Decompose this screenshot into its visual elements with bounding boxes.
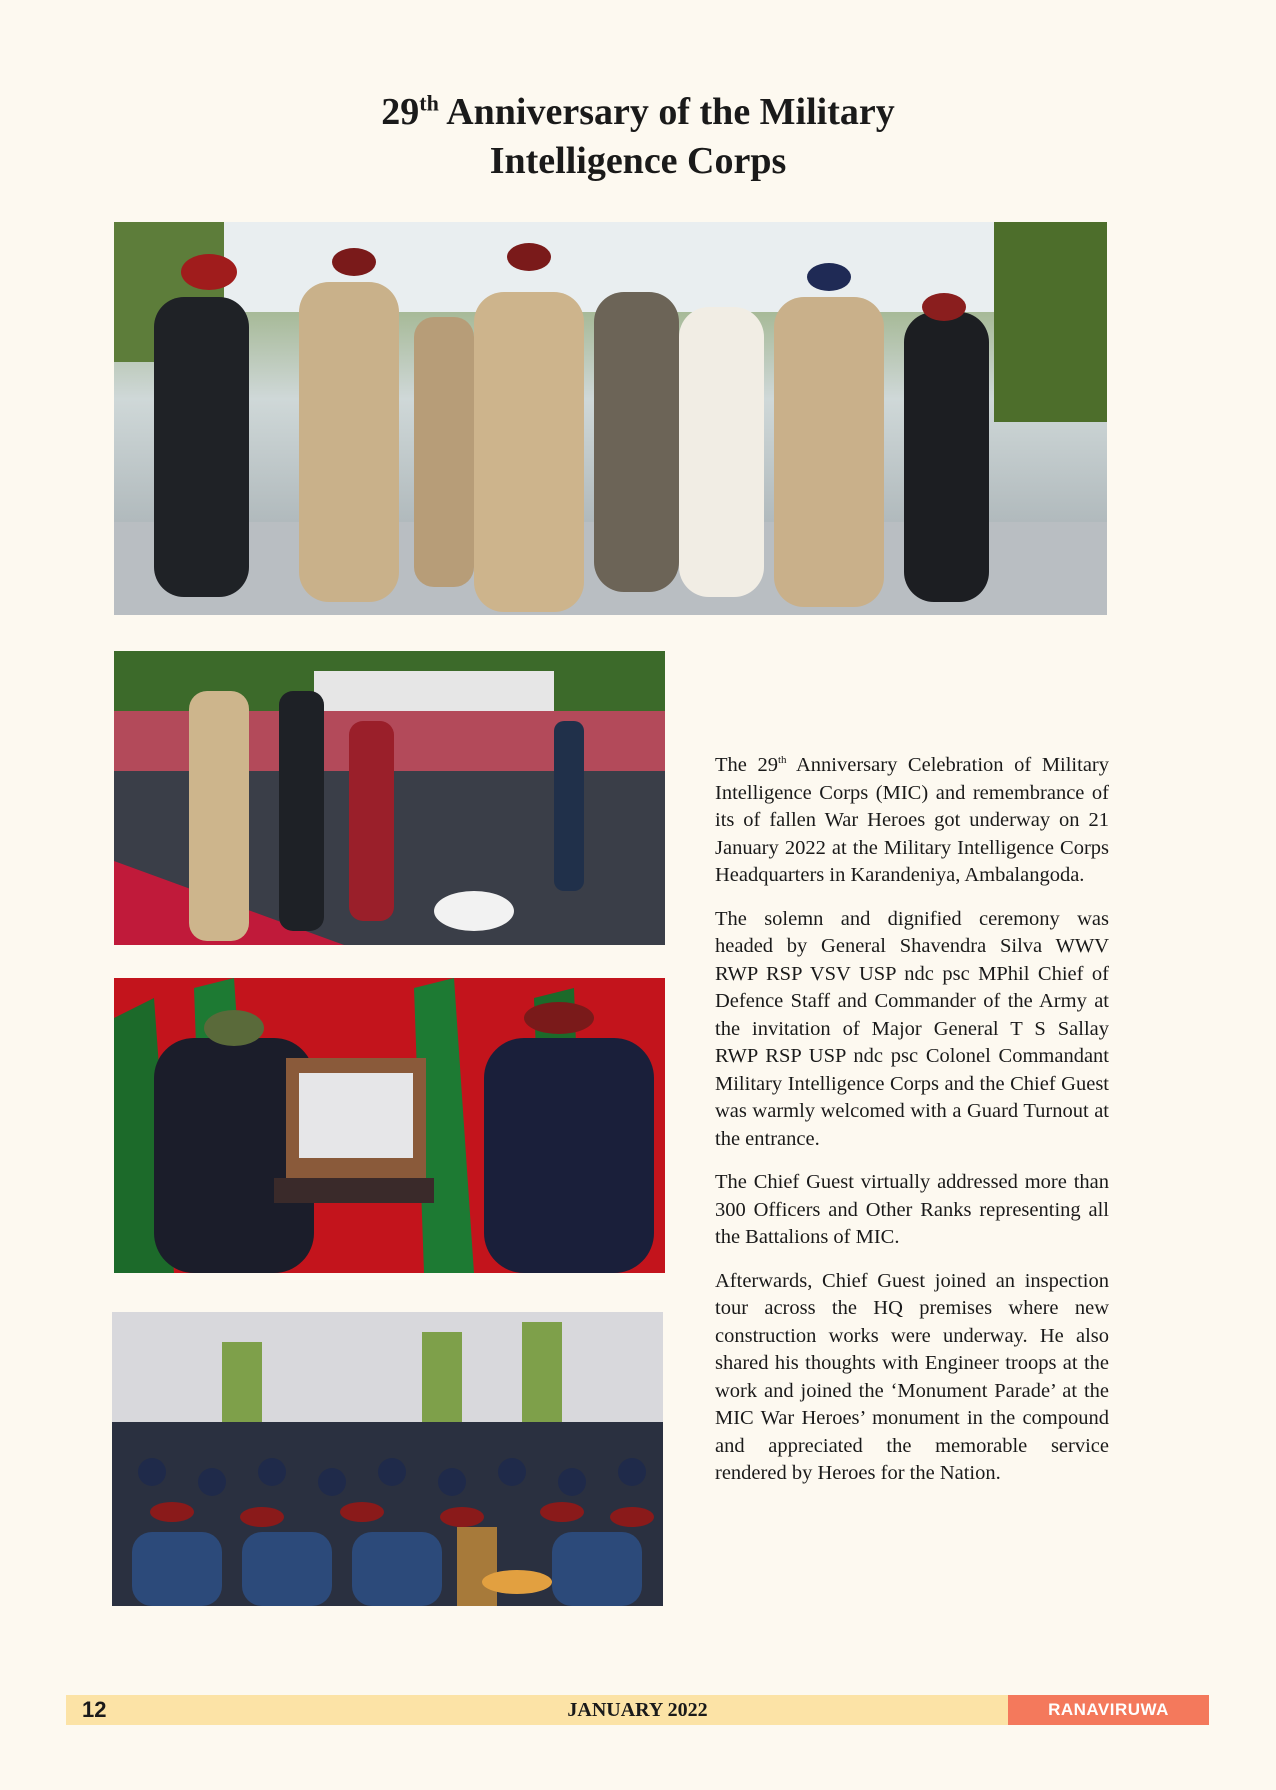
page-title bbox=[0, 88, 1276, 186]
photo-salute bbox=[114, 651, 665, 945]
article-body bbox=[715, 752, 1109, 1504]
title-line-2: Intelligence Corps bbox=[489, 140, 787, 182]
photo-audience bbox=[112, 1312, 663, 1606]
title-line-1: 29th Anniversary of the Military bbox=[381, 90, 895, 133]
article-paragraph-2: The solemn and dignified ceremony was headed by General Shavendra Silva WWV RWP RSP VSV USP ndc psc MPhil Chief of Defence Staff and Commander of the Army at the invitation of Major General T S Sallay RWP RSP USP ndc psc Colonel Commandant Military Intelligence Corps and the Chief Guest was warmly welcomed with a Guard Turnout at the entrance. bbox=[715, 907, 1109, 1150]
page-footer bbox=[66, 1695, 1209, 1725]
magazine-name: RANAVIRUWA bbox=[1008, 1695, 1209, 1725]
photo-procession bbox=[114, 222, 1107, 615]
page-number: 12 bbox=[82, 1697, 107, 1722]
article-paragraph-3: The Chief Guest virtually addressed more than 300 Officers and Other Ranks representing all the Battalions of MIC. bbox=[715, 1171, 1109, 1248]
article-paragraph-1: The 29th Anniversary Celebration of Military Intelligence Corps (MIC) and remembrance of its of fallen War Heroes got underway on 21 January 2022 at the Military Intelligence Corps Headquarters in Karandeniya, Ambalangoda. bbox=[715, 754, 1109, 886]
photo-plaque-presentation bbox=[114, 978, 665, 1273]
issue-date: JANUARY 2022 bbox=[567, 1699, 708, 1721]
article-paragraph-4: Afterwards, Chief Guest joined an inspection tour across the HQ premises where new construction works were underway. He also shared his thoughts with Engineer troops at the work and joined the ‘Monument Parade’ at the MIC War Heroes’ monument in the compound and appreciated the memorable service rendered by Heroes for the Nation. bbox=[715, 1269, 1109, 1484]
